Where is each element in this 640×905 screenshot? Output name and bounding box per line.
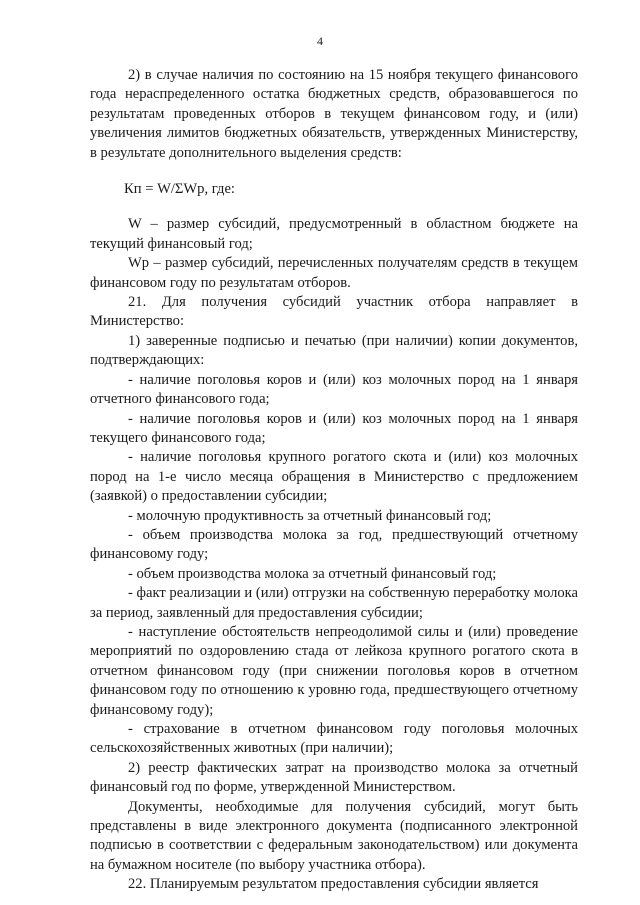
paragraph-clause-21: 21. Для получения субсидий участник отбора направляет в Министерство: [90,294,578,330]
paragraph-bullet: - наличие поголовья коров и (или) коз молочных пород на 1 января отчетного финансового года; [90,371,578,408]
document-body [90,66,578,895]
paragraph-bullet: - наличие поголовья коров и (или) коз молочных пород на 1 января текущего финансового года; [90,410,578,446]
paragraph-bullet: - наступление обстоятельств непреодолимой силы и (или) проведение мероприятий по оздоровлению стада от лейкоза крупного рогатого скота в отчетном финансовом году (при снижении поголовья коров в отчетном финансовом году по отношению к уровню года, предшествующего отчетному финансовому году); [90,623,578,718]
page-number: 4 [317,34,323,48]
paragraph-bullet: - страхование в отчетном финансовом году поголовья молочных сельскохозяйственных животных (при наличии); [90,721,578,757]
paragraph-bullet: - наличие поголовья крупного рогатого скота и (или) коз молочных пород на 1-е число месяца обращения в Министерство с предложением (заявкой) о предоставлении субсидии; [90,449,578,505]
paragraph-documents-note: Документы, необходимые для получения субсидий, могут быть представлены в виде электронного документа (подписанного электронной подписью в соответствии с федеральным законодательством) или документа на бумажном носителе (по выбору участника отбора). [90,798,578,873]
paragraph-wr-definition: Wр – размер субсидий, перечисленных получателям средств в текущем финансовом году по результатам отборов. [90,255,578,291]
paragraph-list-item-1: 1) заверенные подписью и печатью (при наличии) копии документов, подтверждающих: [90,332,578,369]
paragraph-bullet: - факт реализации и (или) отгрузки на собственную переработку молока за период, заявленный для предоставления субсидии; [90,585,578,621]
paragraph-w-definition: W – размер субсидий, предусмотренный в областном бюджете на текущий финансовый год; [90,216,578,252]
paragraph-bullet: - объем производства молока за отчетный финансовый год; [128,565,497,582]
paragraph-bullet: - молочную продуктивность за отчетный финансовый год; [128,507,492,524]
paragraph-item-2-intro: 2) в случае наличия по состоянию на 15 ноября текущего финансового года нераспределенного остатка бюджетных средств, образовавшегося по результатам проведенных отборов в текущем финансовом году, и (или) увеличения лимитов бюджетных обязательств, утвержденных Министерству, в результате дополнительного выделения средств: [90,67,578,161]
paragraph-clause-22: 22. Планируемым результатом предоставления субсидии является [128,876,539,893]
paragraph-list-item-2: 2) реестр фактических затрат на производство молока за отчетный финансовый год по форме, утвержденной Министерством. [90,759,578,796]
formula: Кп = W/ΣWр, где: [124,181,235,198]
paragraph-bullet: - объем производства молока за год, предшествующий отчетному финансовому году; [90,526,578,563]
